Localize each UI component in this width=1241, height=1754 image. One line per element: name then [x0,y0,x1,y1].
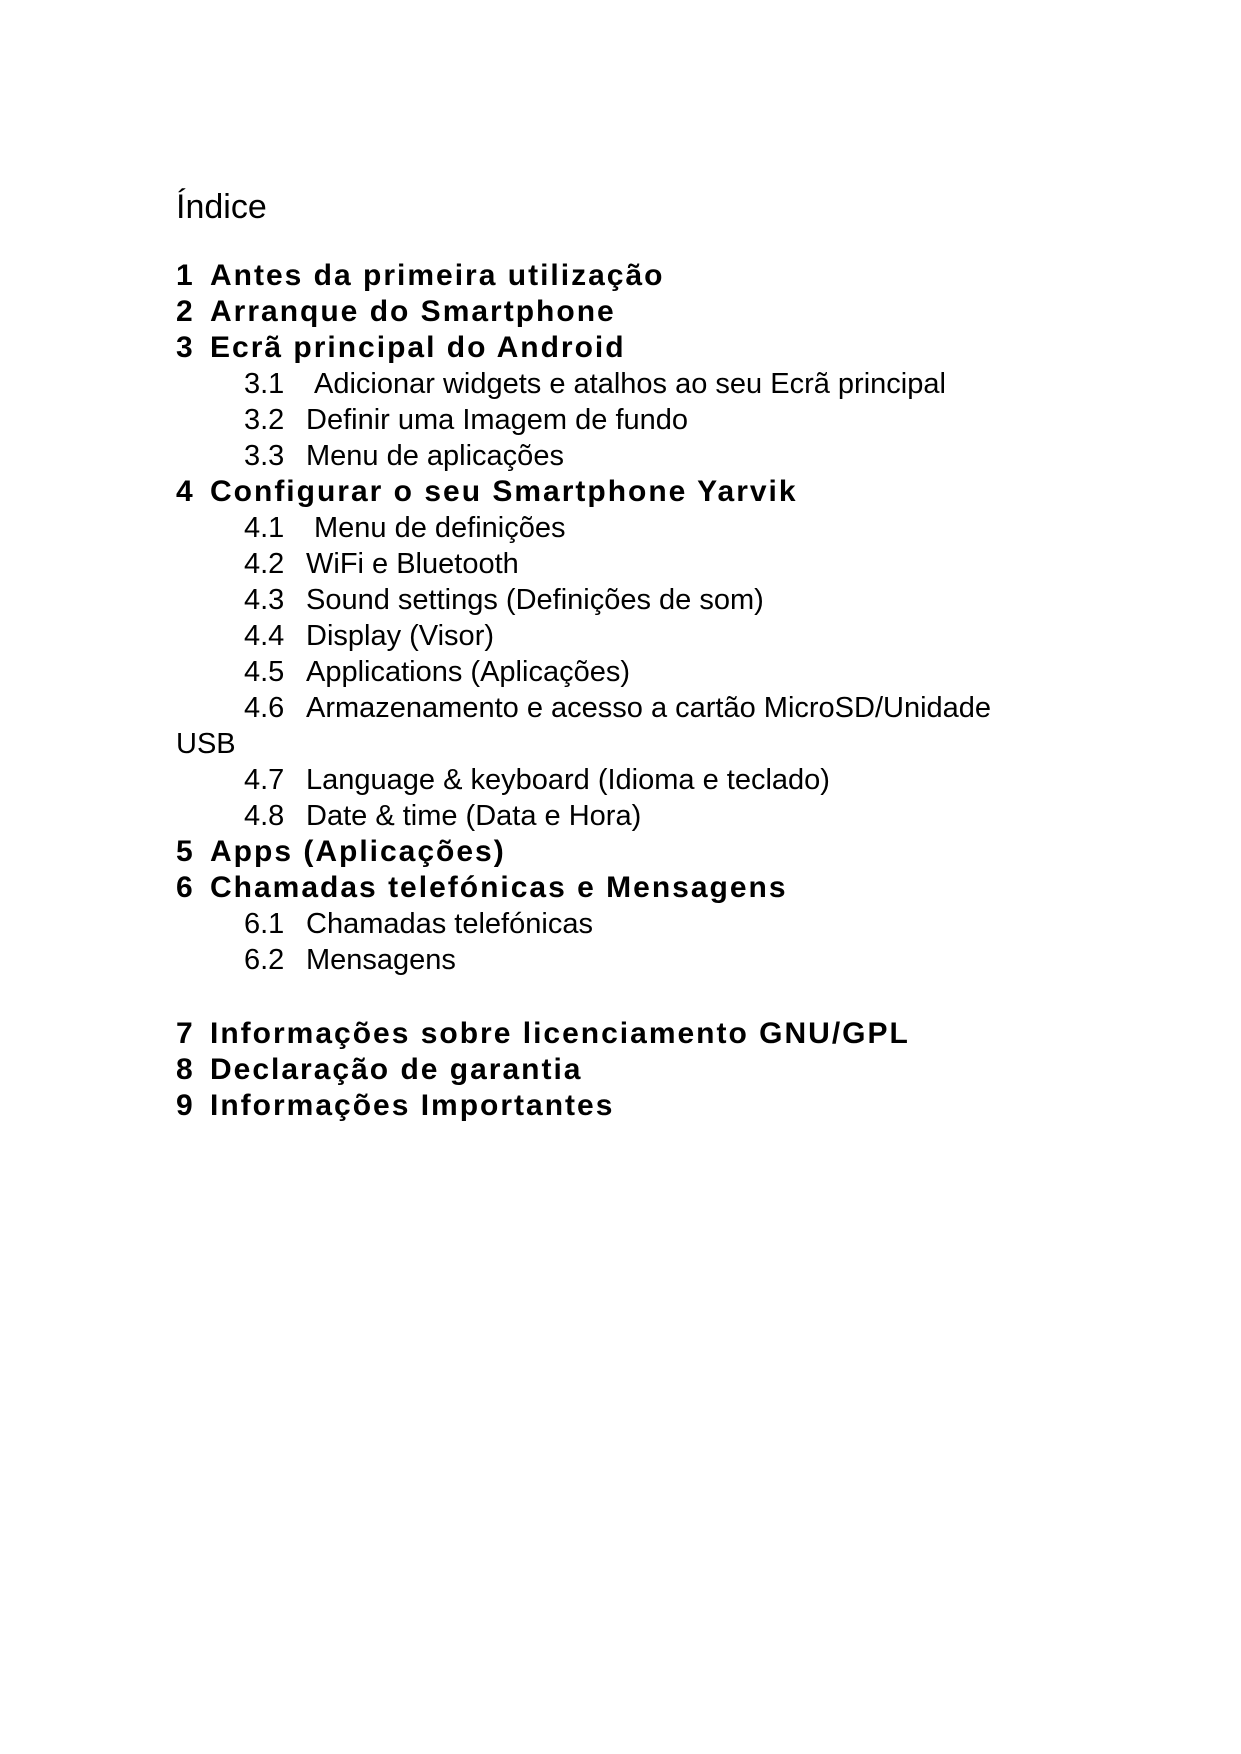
toc-label: Informações Importantes [210,1089,615,1122]
toc-number: 6.1 [244,907,285,940]
toc-number: 3 [176,331,195,364]
toc-number: 2 [176,295,195,328]
toc-entry-6-1[interactable] [176,906,1176,942]
toc-number: 1 [176,259,195,292]
toc-number: 7 [176,1017,195,1050]
toc-label: Arranque do Smartphone [210,295,616,328]
toc-entry-3-2[interactable] [176,402,1176,438]
toc-entry-4-4[interactable] [176,618,1176,654]
toc-entry-1[interactable] [176,258,1176,294]
toc-label: Ecrã principal do Android [210,331,626,364]
toc-number: 3.1 [244,367,285,400]
toc-entry-3[interactable] [176,330,1176,366]
toc-entry-4-5[interactable] [176,654,1176,690]
toc-entry-4-6[interactable] [176,690,1176,726]
toc-entry-4[interactable] [176,474,1176,510]
toc-label: WiFi e Bluetooth [306,547,519,580]
toc-number: 4.2 [244,547,285,580]
toc-number: 4.1 [244,511,285,544]
toc-label: Informações sobre licenciamento GNU/GPL [210,1017,910,1050]
toc-label: Applications (Aplicações) [306,655,630,688]
toc-label: Definir uma Imagem de fundo [306,403,689,436]
toc-label: Adicionar widgets e atalhos ao seu Ecrã principal [314,367,946,400]
toc-label: Armazenamento e acesso a cartão MicroSD/Unidade [306,691,992,724]
toc-label: Menu de definições [314,511,566,544]
toc-label: Chamadas telefónicas e Mensagens [210,871,788,904]
toc-label: Display (Visor) [306,619,495,652]
toc-entry-4-6-continuation[interactable]: USB [176,727,236,760]
toc-number: 4 [176,475,195,508]
toc-entry-5[interactable] [176,834,1176,870]
toc-entry-6[interactable] [176,870,1176,906]
toc-number: 5 [176,835,195,868]
toc-label: Sound settings (Definições de som) [306,583,764,616]
toc-entry-7[interactable] [176,1016,1176,1052]
table-of-contents [176,258,1176,1124]
toc-entry-8[interactable] [176,1052,1176,1088]
toc-entry-4-8[interactable] [176,798,1176,834]
toc-number: 4.3 [244,583,285,616]
toc-entry-4-7[interactable] [176,762,1176,798]
toc-entry-3-1[interactable] [176,366,1176,402]
toc-label: Date & time (Data e Hora) [306,799,642,832]
toc-entry-9[interactable] [176,1088,1176,1124]
toc-entry-4-3[interactable] [176,582,1176,618]
toc-number: 6.2 [244,943,285,976]
toc-entry-2[interactable] [176,294,1176,330]
toc-label: Menu de aplicações [306,439,564,472]
toc-number: 9 [176,1089,195,1122]
toc-number: 4.7 [244,763,285,796]
toc-number: 3.3 [244,439,285,472]
toc-label: Mensagens [306,943,456,976]
toc-number: 8 [176,1053,195,1086]
section-gap [176,978,1176,1016]
toc-label: Antes da primeira utilização [210,259,665,292]
toc-label: Chamadas telefónicas [306,907,593,940]
toc-number: 4.4 [244,619,285,652]
toc-entry-3-3[interactable] [176,438,1176,474]
page-title: Índice [176,188,267,226]
toc-label: Language & keyboard (Idioma e teclado) [306,763,830,796]
toc-number: 4.6 [244,691,285,724]
toc-entry-4-2[interactable] [176,546,1176,582]
toc-number: 4.8 [244,799,285,832]
toc-number: 3.2 [244,403,285,436]
toc-number: 6 [176,871,195,904]
toc-entry-6-2[interactable] [176,942,1176,978]
toc-number: 4.5 [244,655,285,688]
toc-entry-4-1[interactable] [176,510,1176,546]
toc-label: Configurar o seu Smartphone Yarvik [210,475,798,508]
toc-label: Apps (Aplicações) [210,835,506,868]
toc-label: Declaração de garantia [210,1053,583,1086]
